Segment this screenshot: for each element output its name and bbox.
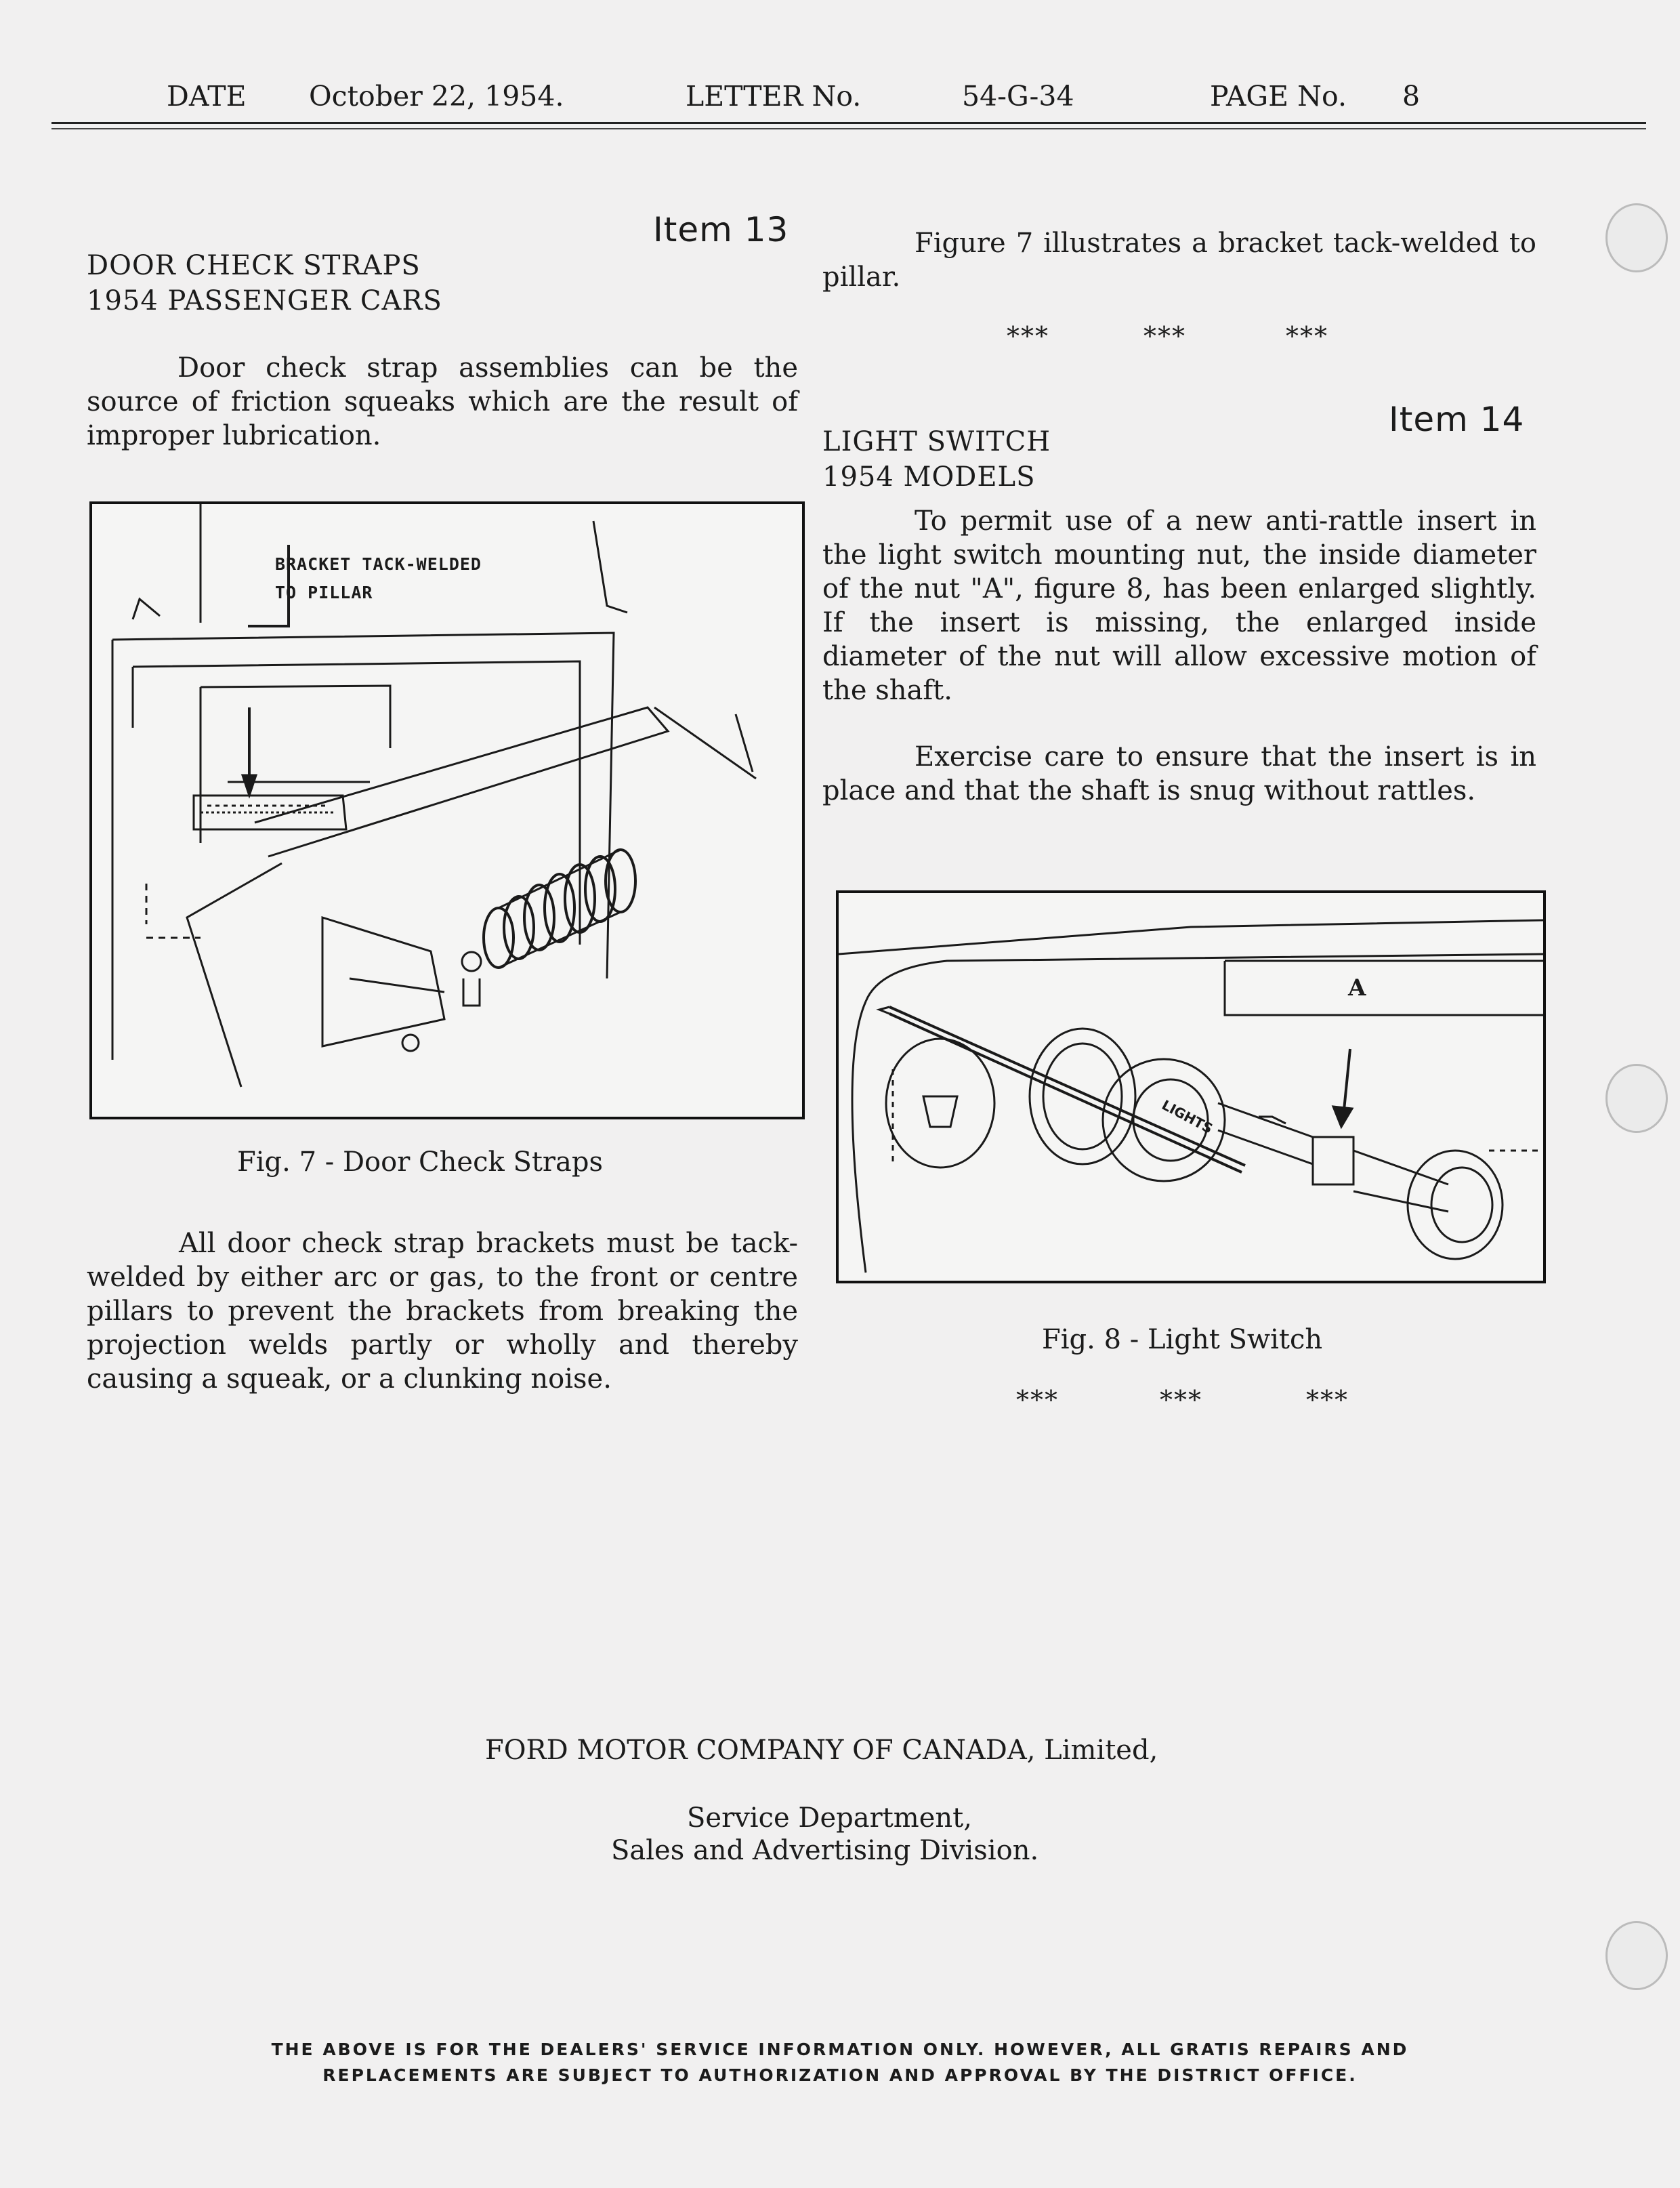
item-13-title-line1: DOOR CHECK STRAPS <box>87 250 421 281</box>
binder-hole-middle <box>1605 1064 1668 1133</box>
figure-7-door-check-straps <box>89 501 805 1119</box>
item-13-title <box>87 248 442 318</box>
item-14-paragraph-2: Exercise care to ensure that the insert is in place and that the shaft is snug without rattles. <box>822 741 1536 806</box>
company-name: FORD MOTOR COMPANY OF CANADA, Limited, <box>485 1735 1158 1766</box>
page-value: 8 <box>1402 80 1421 112</box>
page-label: PAGE No. <box>1210 80 1347 112</box>
disclaimer-line2: REPLACEMENTS ARE SUBJECT TO AUTHORIZATION AND APPROVAL BY THE DISTRICT OFFICE. <box>322 2065 1358 2085</box>
separator-star-2: *** <box>1143 321 1186 351</box>
figure-8-knob-text: LIGHTS <box>1159 1096 1216 1137</box>
binder-hole-top <box>1605 203 1668 272</box>
item-14-star-3: *** <box>1306 1385 1349 1415</box>
date-value: October 22, 1954. <box>309 80 564 112</box>
item-14-paragraph-1: To permit use of a new anti-rattle insert in the light switch mounting nut, the inside diameter of the nut "A", figure 8, has been enlarged slightly. If the insert is missing, the enlarged inside diameter of the nut will allow excessive motion of the shaft. <box>822 505 1536 706</box>
item-14-star-2: *** <box>1160 1385 1202 1415</box>
figure-7-label-line2: TO PILLAR <box>275 583 373 602</box>
separator-star-1: *** <box>1007 321 1049 351</box>
item-14-title-line2: 1954 MODELS <box>822 461 1036 493</box>
item-14-star-1: *** <box>1016 1385 1059 1415</box>
light-switch-drawing <box>839 893 1543 1281</box>
sales-division: Sales and Advertising Division. <box>611 1835 1039 1866</box>
item-13-paragraph-2: All door check strap brackets must be tack-welded by either arc or gas, to the front or centre pillars to prevent the brackets from breaking the projection welds partly or wholly and thereby causing a squeak, or a clunking noise. <box>87 1228 798 1395</box>
item-14-title-line1: LIGHT SWITCH <box>822 426 1051 457</box>
item-13-title-line2: 1954 PASSENGER CARS <box>87 285 442 316</box>
figure-8-light-switch <box>836 890 1546 1283</box>
header-rule-secondary <box>51 128 1646 129</box>
letter-value: 54-G-34 <box>962 80 1074 112</box>
figure-8-label-a: A <box>1348 974 1366 1002</box>
item-13-heading: Item 13 <box>653 210 789 249</box>
header-rule <box>51 122 1646 124</box>
figure-7-label-line1: BRACKET TACK-WELDED <box>275 554 482 574</box>
disclaimer <box>230 2037 1450 2088</box>
binder-hole-bottom <box>1605 1921 1668 1990</box>
item-14-title <box>822 424 1051 495</box>
figure-7-callout <box>275 550 482 607</box>
figure-8-caption: Fig. 8 - Light Switch <box>1042 1324 1323 1355</box>
service-department: Service Department, <box>687 1802 972 1834</box>
disclaimer-line1: THE ABOVE IS FOR THE DEALERS' SERVICE INFORMATION ONLY. HOWEVER, ALL GRATIS REPAIRS AND <box>271 2040 1409 2059</box>
item-13-paragraph-1: Door check strap assemblies can be the source of friction squeaks which are the result of improper lubrication. <box>87 352 798 451</box>
separator-star-3: *** <box>1286 321 1328 351</box>
item-14-heading: Item 14 <box>1389 400 1525 439</box>
date-label: DATE <box>167 80 247 112</box>
figure-7-caption: Fig. 7 - Door Check Straps <box>237 1147 604 1178</box>
letter-label: LETTER No. <box>686 80 862 112</box>
figure-7-note: Figure 7 illustrates a bracket tack-welded to pillar. <box>822 228 1536 293</box>
